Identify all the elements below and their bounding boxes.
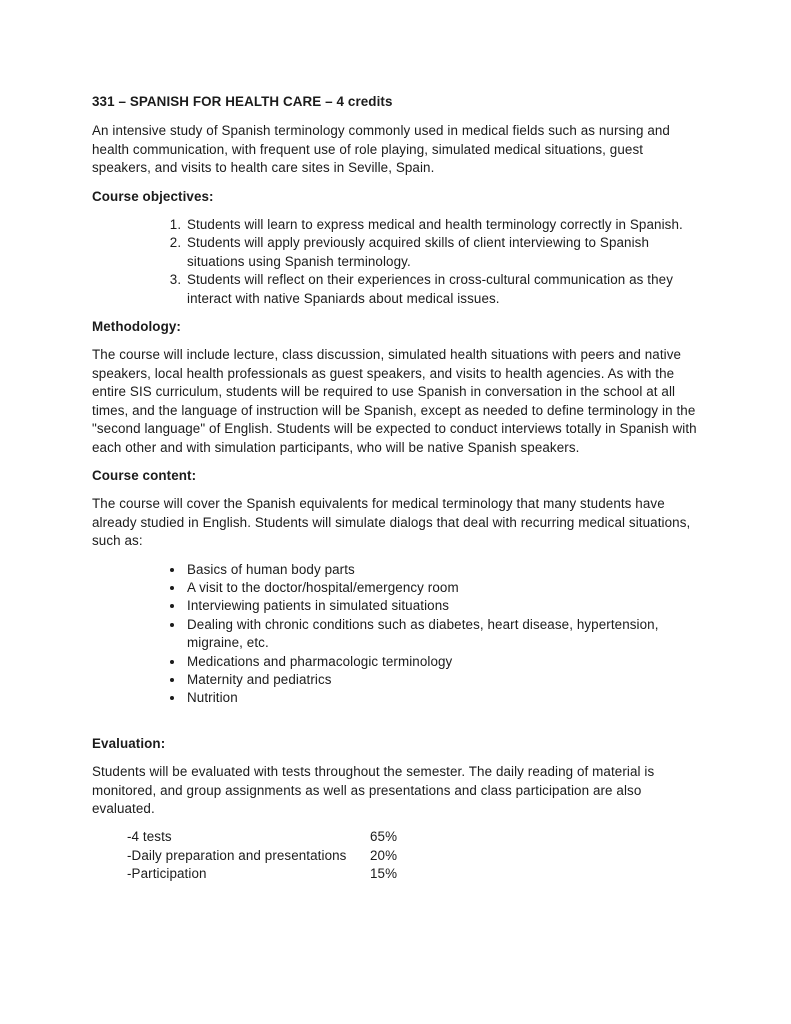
methodology-paragraph: The course will include lecture, class discussion, simulated health situations with peers and native speakers, local health professionals as guest speakers, and visits to health agencies. As with the entire SIS curriculum, students will be required to use Spanish in conversation in the school at all times, and the language of instruction will be Spanish, except as needed to define terminology in the "second language" of English. Students will be expected to conduct interviews totally in Spanish with each other and with simulation participants, who will be native Spanish speakers. <box>92 347 697 455</box>
course-content-heading: Course content: <box>92 467 197 483</box>
evaluation-heading: Evaluation: <box>92 735 166 751</box>
content-intro-paragraph: The course will cover the Spanish equivalents for medical terminology that many students have already studied in English. Students will simulate dialogs that deal with recurring medical situations, such as: <box>92 496 691 549</box>
objective-item: 2. Students will apply previously acquired skills of client interviewing to Spanish situations using Spanish terminology. <box>185 234 704 271</box>
evaluation-paragraph: Students will be evaluated with tests throughout the semester. The daily reading of material is monitored, and group assignments as well as presentations and class participation are also evaluated. <box>92 764 655 816</box>
content-topics-list <box>92 561 704 708</box>
grades-table <box>127 828 704 883</box>
grade-value: 65% <box>370 829 398 845</box>
course-objectives-heading: Course objectives: <box>92 188 214 204</box>
topic-item: • Interviewing patients in simulated situations <box>185 597 704 615</box>
grade-label: -Participation <box>127 866 207 882</box>
grade-row <box>127 865 704 883</box>
topic-item: • Medications and pharmacologic terminology <box>185 653 704 671</box>
objective-item: 1. Students will learn to express medical and health terminology correctly in Spanish. <box>185 216 704 234</box>
grade-label: -4 tests <box>127 829 172 845</box>
topic-item: • Nutrition <box>185 689 704 707</box>
methodology-heading: Methodology: <box>92 319 181 335</box>
grade-value: 15% <box>370 866 398 882</box>
grade-row <box>127 828 704 846</box>
page-title: 331 – SPANISH FOR HEALTH CARE – 4 credits <box>92 94 393 109</box>
topic-item: • Dealing with chronic conditions such as diabetes, heart disease, hypertension, migraine, etc. <box>185 616 704 653</box>
topic-item: • Basics of human body parts <box>185 561 704 579</box>
topic-item: • A visit to the doctor/hospital/emergency room <box>185 579 704 597</box>
objectives-list <box>92 216 704 308</box>
topic-item: • Maternity and pediatrics <box>185 671 704 689</box>
objective-item: 3. Students will reflect on their experiences in cross-cultural communication as they interact with native Spaniards about medical issues. <box>185 271 704 308</box>
grade-row <box>127 847 704 865</box>
grade-value: 20% <box>370 847 398 863</box>
intro-paragraph: An intensive study of Spanish terminology commonly used in medical fields such as nursing and health communication, with frequent use of role playing, simulated medical situations, guest speakers, and visits to health care sites in Seville, Spain. <box>92 123 670 176</box>
grade-label: -Daily preparation and presentations <box>127 847 347 863</box>
syllabus-page <box>92 93 704 884</box>
